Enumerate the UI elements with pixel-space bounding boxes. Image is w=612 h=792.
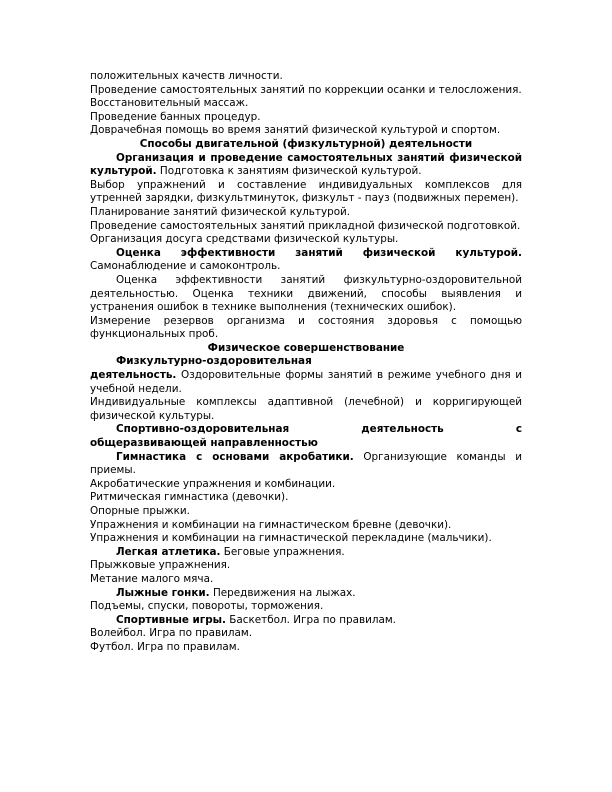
section-heading: Физическое совершенствование	[207, 341, 405, 354]
section-heading: Способы двигательной (физкультурной) деятельности	[139, 137, 473, 150]
paragraph	[90, 451, 522, 478]
bold-lead: Легкая атлетика.	[116, 545, 221, 558]
bold-lead: деятельность.	[90, 369, 177, 382]
text-line: Оценка эффективности занятий физкультурно-оздоровительной деятельностью. Оценка техники движений, способы выявления и устранения ошибок в технике выполнения (технических ошибок).	[90, 273, 522, 314]
text-line: Организация досуга средствами физической культуры.	[90, 233, 399, 246]
text-line: Подъемы, спуски, повороты, торможения.	[90, 600, 324, 613]
paragraph	[90, 247, 522, 274]
bold-lead: Физкультурно-оздоровительная	[116, 355, 312, 368]
text-line: Доврачебная помощь во время занятий физической культурой и спортом.	[90, 124, 501, 137]
subheading-line	[90, 355, 522, 369]
bold-lead: Спортивно-оздоровительная деятельность с	[116, 423, 522, 436]
text-line: Упражнения и комбинации на гимнастической перекладине (мальчики).	[90, 532, 492, 545]
text-line: Опорные прыжки.	[90, 505, 190, 517]
text-run: Подготовка к занятиям физической культурой.	[156, 165, 422, 178]
text-line: Акробатические упражнения и комбинации.	[90, 477, 336, 490]
text-line: Метание малого мяча.	[90, 572, 214, 585]
bold-lead: Спортивные игры.	[116, 613, 226, 626]
text-line: Футбол. Игра по правилам.	[90, 640, 240, 653]
text-line: Проведение самостоятельных занятий по коррекции осанки и телосложения.	[90, 83, 522, 96]
bold-lead: общеразвивающей направленностью	[90, 437, 318, 450]
text-run: Беговые упражнения.	[220, 545, 345, 558]
text-line: Волейбол. Игра по правилам.	[90, 627, 253, 640]
text-run: Самонаблюдение и самоконтроль.	[90, 260, 281, 273]
text-line: Выбор упражнений и составление индивидуальных комплексов для утренней зарядки, физкультминуток, физкульт - пауз (подвижных перемен).	[90, 178, 522, 205]
paragraph	[90, 587, 522, 601]
subheading-line	[90, 423, 522, 437]
text-line: положительных качеств личности.	[90, 70, 283, 82]
text-line: Ритмическая гимнастика (девочки).	[90, 491, 289, 504]
bold-lead: Гимнастика с основами акробатики.	[116, 450, 354, 463]
text-line: Проведение самостоятельных занятий прикладной физической подготовкой.	[90, 219, 521, 232]
text-line: Прыжковые упражнения.	[90, 559, 231, 572]
text-run: Оздоровительные формы занятий в режиме учебного дня и учебной недели.	[90, 369, 522, 395]
text-run: Передвижения на лыжах.	[209, 586, 356, 599]
text-line: Восстановительный массаж.	[90, 97, 249, 110]
text-line: Планирование занятий физической культурой.	[90, 205, 351, 218]
paragraph	[90, 614, 522, 628]
text-line: Индивидуальные комплексы адаптивной (лечебной) и корригирующей физической культуры.	[90, 396, 522, 422]
bold-lead: Лыжные гонки.	[116, 586, 210, 599]
text-run: Организующие команды и приемы.	[90, 450, 522, 477]
paragraph	[90, 152, 522, 179]
text-run: Баскетбол. Игра по правилам.	[226, 613, 396, 626]
paragraph	[90, 369, 522, 396]
document-page	[90, 70, 522, 655]
subheading-line	[90, 437, 522, 451]
text-line: Упражнения и комбинации на гимнастическом бревне (девочки).	[90, 518, 452, 531]
bold-lead: Оценка эффективности занятий физической культурой.	[116, 246, 522, 259]
bold-lead: Организация и проведение самостоятельных занятий физической культурой.	[90, 151, 522, 178]
text-line: Измерение резервов организма и состояния здоровья с помощью функциональных проб.	[90, 314, 522, 341]
paragraph	[90, 546, 522, 560]
text-line: Проведение банных процедур.	[90, 110, 261, 123]
